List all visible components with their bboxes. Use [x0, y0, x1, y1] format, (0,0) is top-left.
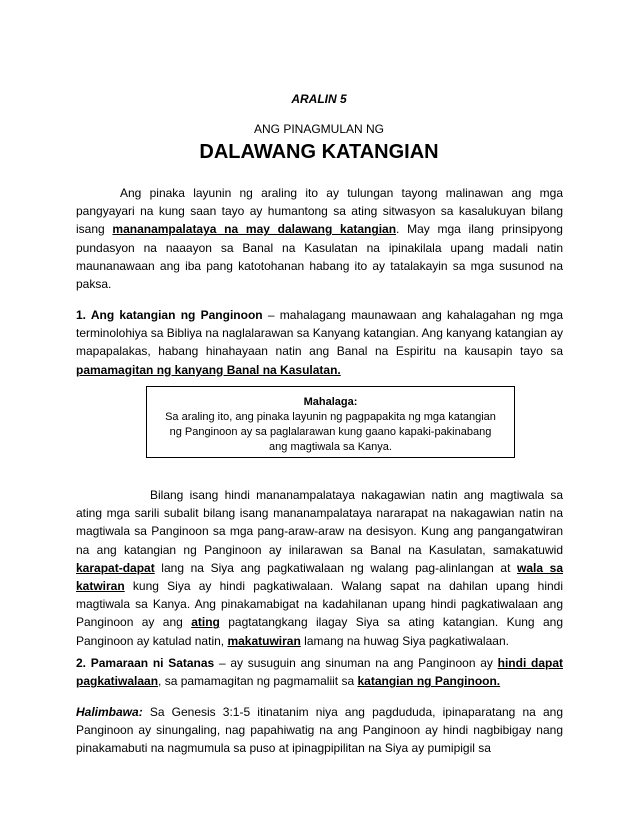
- note-title: Mahalaga:: [303, 396, 358, 408]
- section-1-heading: 1. Ang katangian ng Panginoon: [76, 308, 263, 322]
- section-2-emphasis-2: katangian ng Panginoon.: [357, 674, 501, 689]
- section-1-text: – mahalagang maunawaan ang kahalagahan ng mga terminolohiya sa Bibliya na naglalarawan sa Kanyang katangian. Ang kanyang katangian ay mapapalakas, habang hinahayaan natin ang Banal na Espiritu na kausapin tayo sa: [76, 308, 563, 359]
- section-2-text-1: – ay susuguin ang sinuman na ang Panginoon ay: [214, 656, 498, 670]
- body-text-2: lang na Siya ang pagkatiwalaan ng walang pag-alinlangan at: [154, 560, 518, 575]
- important-note-box: [146, 386, 515, 458]
- body-emphasis-2: wala sa katwiran: [76, 560, 564, 594]
- example-text: Sa Genesis 3:1-5 itinatanim niya ang pagdududa, ipinaparatang na ang Panginoon ay sinungaling, nag papahiwatig na ang Panginoon ay hindi nagbibigay nang pinakamabuti na nagmumula sa puso at ipinagpipilitan na Siya ay pumipigil sa: [76, 705, 563, 756]
- intro-emphasis: mananampalataya na may dalawang katangian: [112, 222, 397, 237]
- section-1-emphasis: pamamagitan ng kanyang Banal na Kasulatan.: [76, 362, 341, 377]
- lesson-subtitle: ANG PINAGMULAN NG: [253, 122, 385, 136]
- intro-paragraph: [76, 184, 563, 293]
- lesson-number: ARALIN 5: [291, 92, 347, 106]
- body-emphasis-4: makatuwiran: [227, 633, 301, 648]
- body-text-1: Bilang isang hindi mananampalataya nakagawian natin ang magtiwala sa ating mga sarili subalit bilang isang mananampalataya nararapat na nakagawian natin na magtiwala sa Panginoon sa mga pang-araw-araw na desisyon. Kung ang pangangatwiran na ang katangian ng Panginoon ay inilarawan sa Banal na Kasulatan, samakatuwid: [76, 488, 563, 557]
- section-2-heading: 2. Pamaraan ni Satanas: [76, 656, 215, 670]
- note-line-2: ng Panginoon ay sa paglalarawan kung gaano kapaki-pakinabang: [169, 426, 492, 438]
- intro-text-2: . May mga ilang prinsipyong pundasyon na naaayon sa Banal na Kasulatan na ipinakilala upang madali natin maunanawaan ang iba pang katotohanan habang ito ay tatalakayin sa mga susunod na paksa.: [76, 222, 563, 292]
- body-paragraph: [76, 486, 563, 650]
- body-emphasis-3: ating: [191, 615, 220, 630]
- body-emphasis-1: karapat-dapat: [76, 560, 155, 575]
- section-2-text-2: , sa pamamagitan ng pagmamaliit sa: [158, 674, 358, 689]
- lesson-title: DALAWANG KATANGIAN: [199, 141, 439, 163]
- example-paragraph: [76, 703, 563, 758]
- note-line-3: ang magtiwala sa Kanya.: [269, 441, 392, 453]
- section-2-paragraph: [76, 654, 563, 690]
- section-2-emphasis-1: hindi dapat pagkatiwalaan: [76, 656, 564, 689]
- example-label: Halimbawa:: [76, 705, 143, 719]
- body-text-3: kung Siya ay hindi pagkatiwalaan. Walang sapat na dahilan upang hindi magtiwala sa Kanya. Ang pinakamabigat na kadahilanan upang hindi pagkatiwalaan ang Panginoon ay ang: [76, 579, 563, 630]
- body-text-5: lamang na huwag Siya pagkatiwalaan.: [300, 633, 509, 648]
- body-text-4: pagtatangkang ilagay Siya sa ating katangian. Kung ang Panginoon ay katulad natin,: [76, 615, 563, 648]
- note-line-1: Sa araling ito, ang pinaka layunin ng pagpapakita ng mga katangian: [165, 411, 496, 423]
- section-1-paragraph: [76, 306, 563, 379]
- intro-text-1: Ang pinaka layunin ng araling ito ay tulungan tayong malinawan ang mga pangyayari na kung saan tayo ay humantong sa ating sitwasyon sa kasalukuyan bilang isang: [76, 186, 563, 237]
